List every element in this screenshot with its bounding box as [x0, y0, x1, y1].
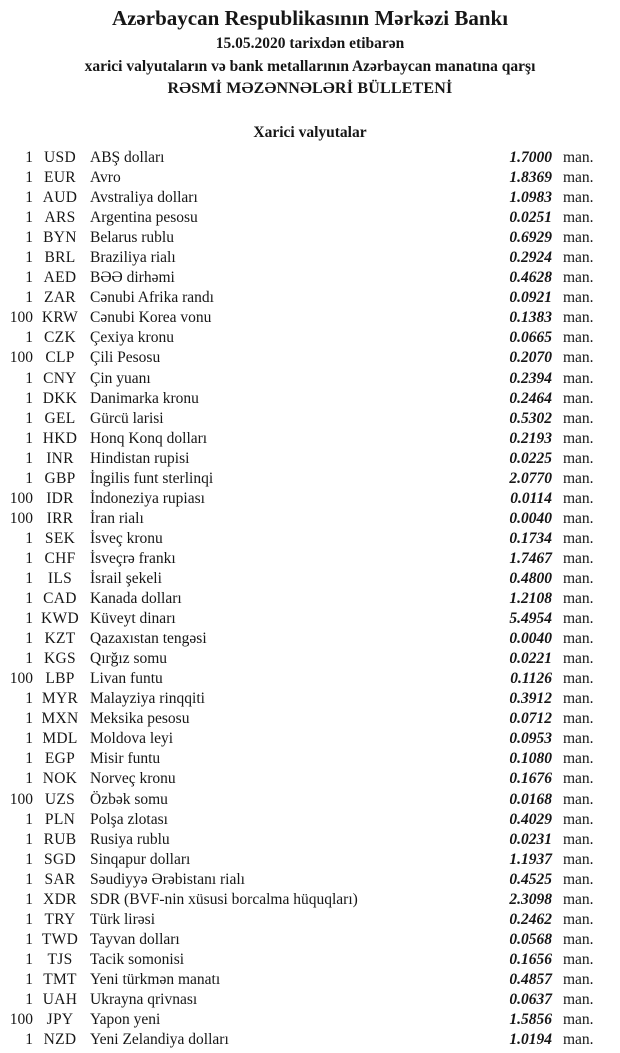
currency-code-cell: MDL	[42, 730, 78, 748]
scope-line: xarici valyutaların və bank metallarının Azərbaycan manatına qarşı	[84, 58, 536, 75]
currency-code-cell: BYN	[43, 229, 77, 247]
quantity-cell: 1	[25, 590, 33, 608]
unit-cell: man.	[563, 209, 594, 227]
unit-cell: man.	[563, 309, 594, 327]
unit-cell: man.	[563, 529, 594, 547]
currency-name-cell: Braziliya rialı	[90, 249, 176, 267]
rates-table	[0, 148, 620, 1050]
unit-cell: man.	[563, 990, 594, 1008]
quantity-cell: 1	[25, 289, 33, 307]
unit-cell: man.	[563, 249, 594, 267]
bulletin-header	[0, 5, 620, 99]
currency-code-cell: KGS	[44, 650, 76, 668]
currency-name-cell: Çin yuanı	[90, 369, 151, 387]
quantity-cell: 100	[9, 790, 33, 808]
rate-value-cell: 1.5856	[509, 1011, 552, 1029]
quantity-cell: 1	[25, 750, 33, 768]
currency-name-cell: İndoneziya rupiası	[90, 489, 205, 507]
quantity-cell: 1	[25, 549, 33, 567]
currency-code-cell: IRR	[46, 509, 74, 527]
currency-name-cell: Avro	[90, 169, 121, 187]
rate-row	[0, 308, 620, 328]
rate-value-cell: 0.0231	[509, 830, 552, 848]
rate-row	[0, 188, 620, 208]
quantity-cell: 1	[25, 850, 33, 868]
currency-name-cell: Gürcü larisi	[90, 409, 164, 427]
currency-code-cell: AUD	[42, 189, 78, 207]
rate-row	[0, 208, 620, 228]
rate-row	[0, 609, 620, 629]
currency-code-cell: INR	[46, 449, 74, 467]
rate-row	[0, 769, 620, 789]
currency-name-cell: Hindistan rupisi	[90, 449, 190, 467]
quantity-cell: 1	[25, 830, 33, 848]
currency-code-cell: GBP	[44, 469, 76, 487]
unit-cell: man.	[563, 670, 594, 688]
unit-cell: man.	[563, 169, 594, 187]
rate-value-cell: 1.0983	[509, 189, 552, 207]
currency-code-cell: CAD	[43, 590, 77, 608]
currency-name-cell: Rusiya rublu	[90, 830, 170, 848]
unit-cell: man.	[563, 389, 594, 407]
rate-row	[0, 268, 620, 288]
rate-row	[0, 1030, 620, 1050]
currency-code-cell: ARS	[44, 209, 76, 227]
currency-code-cell: ILS	[47, 569, 73, 587]
unit-cell: man.	[563, 569, 594, 587]
unit-cell: man.	[563, 189, 594, 207]
currency-name-cell: Tacik somonisi	[90, 950, 185, 968]
rate-value-cell: 0.2924	[509, 249, 552, 267]
rate-value-cell: 2.0770	[509, 469, 552, 487]
quantity-cell: 1	[25, 389, 33, 407]
rate-row	[0, 429, 620, 449]
rate-row	[0, 168, 620, 188]
rate-row	[0, 990, 620, 1010]
unit-cell: man.	[563, 770, 594, 788]
quantity-cell: 1	[25, 409, 33, 427]
rate-value-cell: 0.4857	[509, 970, 552, 988]
rate-value-cell: 2.3098	[509, 890, 552, 908]
currency-name-cell: Ukrayna qrivnası	[90, 990, 198, 1008]
currency-code-cell: CZK	[44, 329, 76, 347]
rate-row	[0, 729, 620, 749]
rate-value-cell: 0.0637	[509, 990, 552, 1008]
unit-cell: man.	[563, 349, 594, 367]
rate-value-cell: 1.7467	[509, 549, 552, 567]
currency-code-cell: RUB	[43, 830, 77, 848]
unit-cell: man.	[563, 409, 594, 427]
quantity-cell: 1	[25, 1031, 33, 1049]
unit-cell: man.	[563, 1011, 594, 1029]
rate-value-cell: 0.2464	[509, 389, 552, 407]
currency-name-cell: Yeni türkmən manatı	[90, 970, 221, 988]
unit-cell: man.	[563, 970, 594, 988]
currency-name-cell: Sinqapur dolları	[90, 850, 191, 868]
quantity-cell: 1	[25, 650, 33, 668]
rate-row	[0, 228, 620, 248]
unit-cell: man.	[563, 229, 594, 247]
quantity-cell: 1	[25, 930, 33, 948]
currency-code-cell: HKD	[42, 429, 78, 447]
currency-name-cell: Yeni Zelandiya dolları	[90, 1031, 229, 1049]
rate-value-cell: 1.8369	[509, 169, 552, 187]
bulletin-title: RƏSMİ MƏZƏNNƏLƏRİ BÜLLETENİ	[167, 80, 453, 97]
currency-code-cell: JPY	[46, 1011, 74, 1029]
quantity-cell: 1	[25, 630, 33, 648]
currency-name-cell: Səudiyyə Ərəbistanı rialı	[90, 870, 245, 888]
currency-name-cell: Malayziya rinqqiti	[90, 690, 205, 708]
currency-code-cell: KZT	[44, 630, 76, 648]
currency-code-cell: EUR	[44, 169, 76, 187]
rate-row	[0, 409, 620, 429]
rate-row	[0, 509, 620, 529]
currency-code-cell: DKK	[42, 389, 78, 407]
rate-row	[0, 369, 620, 389]
rate-row	[0, 569, 620, 589]
rate-value-cell: 0.1080	[509, 750, 552, 768]
rate-row	[0, 890, 620, 910]
rate-row	[0, 629, 620, 649]
rate-row	[0, 930, 620, 950]
currency-code-cell: UAH	[42, 990, 78, 1008]
rate-value-cell: 0.0665	[509, 329, 552, 347]
currency-code-cell: PLN	[44, 810, 76, 828]
currency-code-cell: EGP	[44, 750, 76, 768]
currency-code-cell: SGD	[44, 850, 76, 868]
quantity-cell: 1	[25, 329, 33, 347]
bank-title: Azərbaycan Respublikasının Mərkəzi Bankı	[111, 6, 509, 30]
currency-code-cell: KRW	[41, 309, 79, 327]
quantity-cell: 1	[25, 149, 33, 166]
rate-value-cell: 0.1656	[509, 950, 552, 968]
rate-value-cell: 0.4029	[509, 810, 552, 828]
rate-value-cell: 1.1937	[509, 850, 552, 868]
currency-name-cell: Özbək somu	[90, 790, 168, 808]
rate-row	[0, 328, 620, 348]
unit-cell: man.	[563, 910, 594, 928]
currency-name-cell: İsrail şekeli	[90, 569, 162, 587]
quantity-cell: 1	[25, 610, 33, 628]
currency-name-cell: Türk lirəsi	[90, 910, 155, 928]
quantity-cell: 100	[9, 349, 33, 367]
unit-cell: man.	[563, 489, 594, 507]
rate-value-cell: 0.0568	[509, 930, 552, 948]
currency-name-cell: SDR (BVF-nin xüsusi borcalma hüquqları)	[90, 890, 358, 908]
currency-name-cell: Qırğız somu	[90, 650, 168, 668]
currency-name-cell: Danimarka kronu	[90, 389, 199, 407]
currency-name-cell: BƏƏ dirhəmi	[90, 269, 175, 287]
currency-name-cell: Çexiya kronu	[90, 329, 174, 347]
currency-name-cell: İngilis funt sterlinqi	[90, 469, 214, 487]
rate-row	[0, 850, 620, 870]
quantity-cell: 1	[25, 429, 33, 447]
unit-cell: man.	[563, 149, 594, 166]
currency-name-cell: Çili Pesosu	[90, 349, 161, 367]
rate-value-cell: 0.2394	[509, 369, 552, 387]
unit-cell: man.	[563, 850, 594, 868]
currency-code-cell: BRL	[44, 249, 76, 267]
rate-row	[0, 148, 620, 168]
unit-cell: man.	[563, 289, 594, 307]
rate-value-cell: 0.1676	[509, 770, 552, 788]
unit-cell: man.	[563, 690, 594, 708]
rate-row	[0, 549, 620, 569]
unit-cell: man.	[563, 369, 594, 387]
currency-code-cell: NZD	[43, 1031, 77, 1049]
rate-value-cell: 0.4800	[509, 569, 552, 587]
rate-value-cell: 0.4628	[509, 269, 552, 287]
currency-code-cell: MXN	[41, 710, 79, 728]
quantity-cell: 1	[25, 529, 33, 547]
quantity-cell: 1	[25, 369, 33, 387]
currency-code-cell: TMT	[43, 970, 77, 988]
rate-value-cell: 0.0114	[510, 489, 552, 507]
rate-value-cell: 1.0194	[509, 1031, 552, 1049]
rate-value-cell: 0.0040	[509, 509, 552, 527]
currency-name-cell: Misir funtu	[90, 750, 161, 768]
quantity-cell: 1	[25, 249, 33, 267]
quantity-cell: 1	[25, 730, 33, 748]
currency-code-cell: SEK	[44, 529, 76, 547]
rate-value-cell: 0.0953	[509, 730, 552, 748]
quantity-cell: 1	[25, 770, 33, 788]
unit-cell: man.	[563, 449, 594, 467]
rate-row	[0, 689, 620, 709]
quantity-cell: 1	[25, 469, 33, 487]
unit-cell: man.	[563, 710, 594, 728]
currency-code-cell: AED	[43, 269, 77, 287]
rate-value-cell: 0.2462	[509, 910, 552, 928]
rate-row	[0, 529, 620, 549]
rate-row	[0, 389, 620, 409]
currency-code-cell: LBP	[45, 670, 75, 688]
unit-cell: man.	[563, 630, 594, 648]
currency-name-cell: Belarus rublu	[90, 229, 174, 247]
quantity-cell: 1	[25, 229, 33, 247]
currency-code-cell: TRY	[44, 910, 76, 928]
currency-code-cell: USD	[44, 149, 76, 166]
unit-cell: man.	[563, 810, 594, 828]
currency-code-cell: SAR	[44, 870, 76, 888]
rate-row	[0, 970, 620, 990]
currency-name-cell: Küveyt dinarı	[90, 610, 176, 628]
unit-cell: man.	[563, 650, 594, 668]
rate-value-cell: 0.2070	[509, 349, 552, 367]
quantity-cell: 1	[25, 910, 33, 928]
quantity-cell: 1	[25, 189, 33, 207]
currency-code-cell: TJS	[47, 950, 73, 968]
rate-value-cell: 0.0221	[509, 650, 552, 668]
currency-name-cell: Polşa zlotası	[90, 810, 168, 828]
currency-name-cell: İran rialı	[90, 509, 144, 527]
rate-row	[0, 669, 620, 689]
rate-row	[0, 709, 620, 729]
rate-value-cell: 5.4954	[509, 610, 552, 628]
currency-name-cell: Argentina pesosu	[90, 209, 198, 227]
currency-name-cell: Cənubi Afrika randı	[90, 289, 214, 307]
quantity-cell: 1	[25, 890, 33, 908]
rate-row	[0, 830, 620, 850]
currency-code-cell: UZS	[44, 790, 76, 808]
rate-value-cell: 0.0040	[509, 630, 552, 648]
unit-cell: man.	[563, 590, 594, 608]
unit-cell: man.	[563, 329, 594, 347]
currency-code-cell: KWD	[41, 610, 79, 628]
unit-cell: man.	[563, 509, 594, 527]
quantity-cell: 100	[9, 509, 33, 527]
quantity-cell: 1	[25, 449, 33, 467]
rate-row	[0, 348, 620, 368]
quantity-cell: 1	[25, 269, 33, 287]
rate-row	[0, 950, 620, 970]
currency-code-cell: XDR	[43, 890, 77, 908]
effective-date-line: 15.05.2020 tarixdən etibarən	[215, 35, 405, 52]
currency-name-cell: Avstraliya dolları	[90, 189, 198, 207]
rate-value-cell: 0.1734	[509, 529, 552, 547]
rate-row	[0, 288, 620, 308]
unit-cell: man.	[563, 830, 594, 848]
currency-name-cell: Moldova leyi	[90, 730, 174, 748]
currency-code-cell: TWD	[41, 930, 79, 948]
quantity-cell: 100	[9, 1011, 33, 1029]
quantity-cell: 1	[25, 710, 33, 728]
rate-row	[0, 248, 620, 268]
rate-value-cell: 0.3912	[509, 690, 552, 708]
currency-name-cell: Meksika pesosu	[90, 710, 190, 728]
unit-cell: man.	[563, 890, 594, 908]
unit-cell: man.	[563, 950, 594, 968]
quantity-cell: 1	[25, 169, 33, 187]
quantity-cell: 1	[25, 990, 33, 1008]
quantity-cell: 100	[9, 670, 33, 688]
rate-value-cell: 0.6929	[509, 229, 552, 247]
quantity-cell: 1	[25, 970, 33, 988]
currency-name-cell: Qazaxıstan tengəsi	[90, 630, 207, 648]
unit-cell: man.	[563, 269, 594, 287]
currency-name-cell: Yapon yeni	[90, 1011, 161, 1029]
rate-row	[0, 810, 620, 830]
unit-cell: man.	[563, 750, 594, 768]
unit-cell: man.	[563, 610, 594, 628]
quantity-cell: 100	[9, 309, 33, 327]
rate-row	[0, 749, 620, 769]
currency-name-cell: İsveçrə frankı	[90, 549, 176, 567]
currency-code-cell: CNY	[43, 369, 77, 387]
rate-row	[0, 790, 620, 810]
currency-name-cell: Honq Konq dolları	[90, 429, 208, 447]
currency-code-cell: CLP	[45, 349, 75, 367]
rate-value-cell: 0.0921	[509, 289, 552, 307]
rate-value-cell: 0.0251	[509, 209, 552, 227]
currency-code-cell: NOK	[42, 770, 78, 788]
currency-code-cell: GEL	[44, 409, 76, 427]
currency-name-cell: Cənubi Korea vonu	[90, 309, 212, 327]
unit-cell: man.	[563, 1031, 594, 1049]
currency-code-cell: CHF	[44, 549, 76, 567]
rate-row	[0, 649, 620, 669]
currency-name-cell: Kanada dolları	[90, 590, 182, 608]
unit-cell: man.	[563, 930, 594, 948]
quantity-cell: 1	[25, 569, 33, 587]
currency-code-cell: ZAR	[44, 289, 76, 307]
rate-value-cell: 1.7000	[509, 149, 552, 166]
unit-cell: man.	[563, 429, 594, 447]
quantity-cell: 1	[25, 810, 33, 828]
rate-row	[0, 449, 620, 469]
quantity-cell: 1	[25, 690, 33, 708]
rate-row	[0, 589, 620, 609]
unit-cell: man.	[563, 790, 594, 808]
quantity-cell: 100	[9, 489, 33, 507]
currency-code-cell: IDR	[46, 489, 74, 507]
quantity-cell: 1	[25, 950, 33, 968]
rate-value-cell: 0.1383	[509, 309, 552, 327]
currency-name-cell: ABŞ dolları	[90, 149, 165, 166]
quantity-cell: 1	[25, 870, 33, 888]
currency-name-cell: Livan funtu	[90, 670, 163, 688]
rate-value-cell: 0.0168	[509, 790, 552, 808]
quantity-cell: 1	[25, 209, 33, 227]
rate-value-cell: 0.0712	[509, 710, 552, 728]
rate-row	[0, 469, 620, 489]
unit-cell: man.	[563, 469, 594, 487]
rate-row	[0, 1010, 620, 1030]
currency-code-cell: MYR	[41, 690, 79, 708]
rate-value-cell: 0.1126	[510, 670, 552, 688]
unit-cell: man.	[563, 730, 594, 748]
rate-value-cell: 1.2108	[509, 590, 552, 608]
currency-name-cell: İsveç kronu	[90, 529, 163, 547]
rate-value-cell: 0.4525	[509, 870, 552, 888]
currency-name-cell: Norveç kronu	[90, 770, 176, 788]
rate-row	[0, 870, 620, 890]
currency-name-cell: Tayvan dolları	[90, 930, 180, 948]
rate-row	[0, 910, 620, 930]
rate-row	[0, 489, 620, 509]
rate-value-cell: 0.2193	[509, 429, 552, 447]
rate-value-cell: 0.5302	[509, 409, 552, 427]
unit-cell: man.	[563, 870, 594, 888]
section-title-foreign-currencies: Xarici valyutalar	[253, 124, 367, 141]
unit-cell: man.	[563, 549, 594, 567]
rate-value-cell: 0.0225	[509, 449, 552, 467]
